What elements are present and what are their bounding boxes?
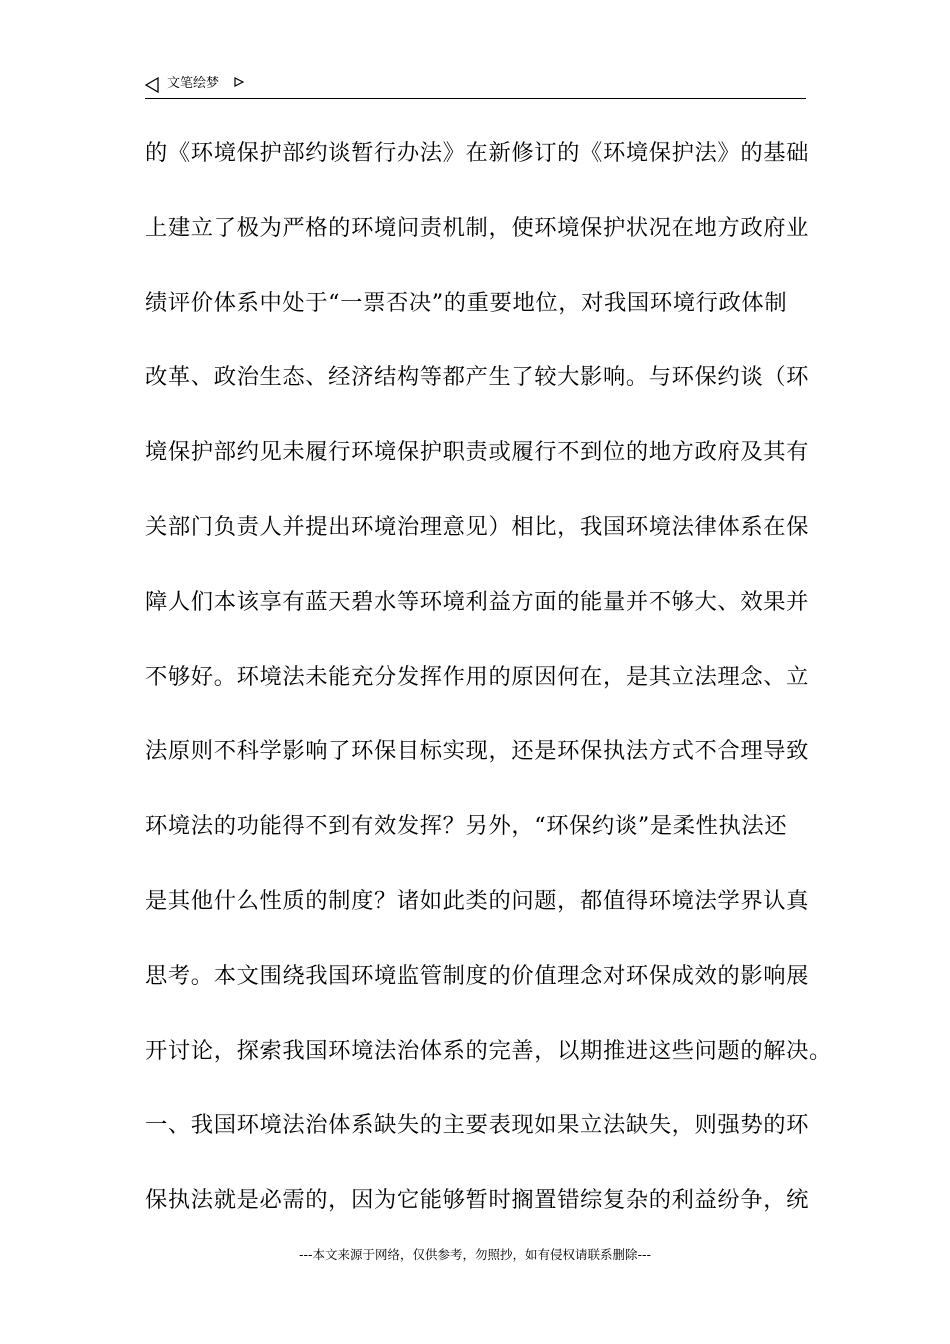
text-line: 是其他什么性质的制度？诸如此类的问题，都值得环境法学界认真 [145,887,810,914]
page-header [145,72,806,99]
header-brand: 文笔绘梦 [167,76,220,91]
text-line: 保执法就是必需的，因为它能够暂时搁置错综复杂的利益纷争，统 [145,1187,810,1214]
text-line: 思考。本文围绕我国环境监管制度的价值理念对环保成效的影响展 [145,962,810,989]
triangle-right-icon [234,77,244,87]
text-line: 绩评价体系中处于“一票否决”的重要地位，对我国环境行政体制 [145,289,788,316]
text-line: 环境法的功能得不到有效发挥？另外，“环保约谈”是柔性执法还 [145,813,788,840]
text-line: 不够好。环境法未能充分发挥作用的原因何在，是其立法理念、立 [145,663,810,690]
footer-notice: ---本文来源于网络，仅供参考，勿照抄，如有侵权请联系删除--- [298,1247,652,1262]
triangle-left-icon [145,77,159,93]
text-line: 法原则不科学影响了环保目标实现，还是环保执法方式不合理导致 [145,738,810,765]
text-line: 一、我国环境法治体系缺失的主要表现如果立法缺失，则强势的环 [145,1112,810,1139]
text-line: 改革、政治生态、经济结构等都产生了较大影响。与环保约谈（环 [145,364,810,391]
text-line: 境保护部约见未履行环境保护职责或履行不到位的地方政府及其有 [145,439,810,466]
body-text [145,126,832,1248]
text-line: 障人们本该享有蓝天碧水等环境利益方面的能量并不够大、效果并 [145,588,810,615]
text-line: 的《环境保护部约谈暂行办法》在新修订的《环境保护法》的基础 [145,140,810,166]
text-line: 关部门负责人并提出环境治理意见）相比，我国环境法律体系在保 [145,513,810,540]
text-line: 开讨论，探索我国环境法治体系的完善，以期推进这些问题的解决。 [145,1037,832,1064]
text-line: 上建立了极为严格的环境问责机制，使环境保护状况在地方政府业 [145,214,810,241]
